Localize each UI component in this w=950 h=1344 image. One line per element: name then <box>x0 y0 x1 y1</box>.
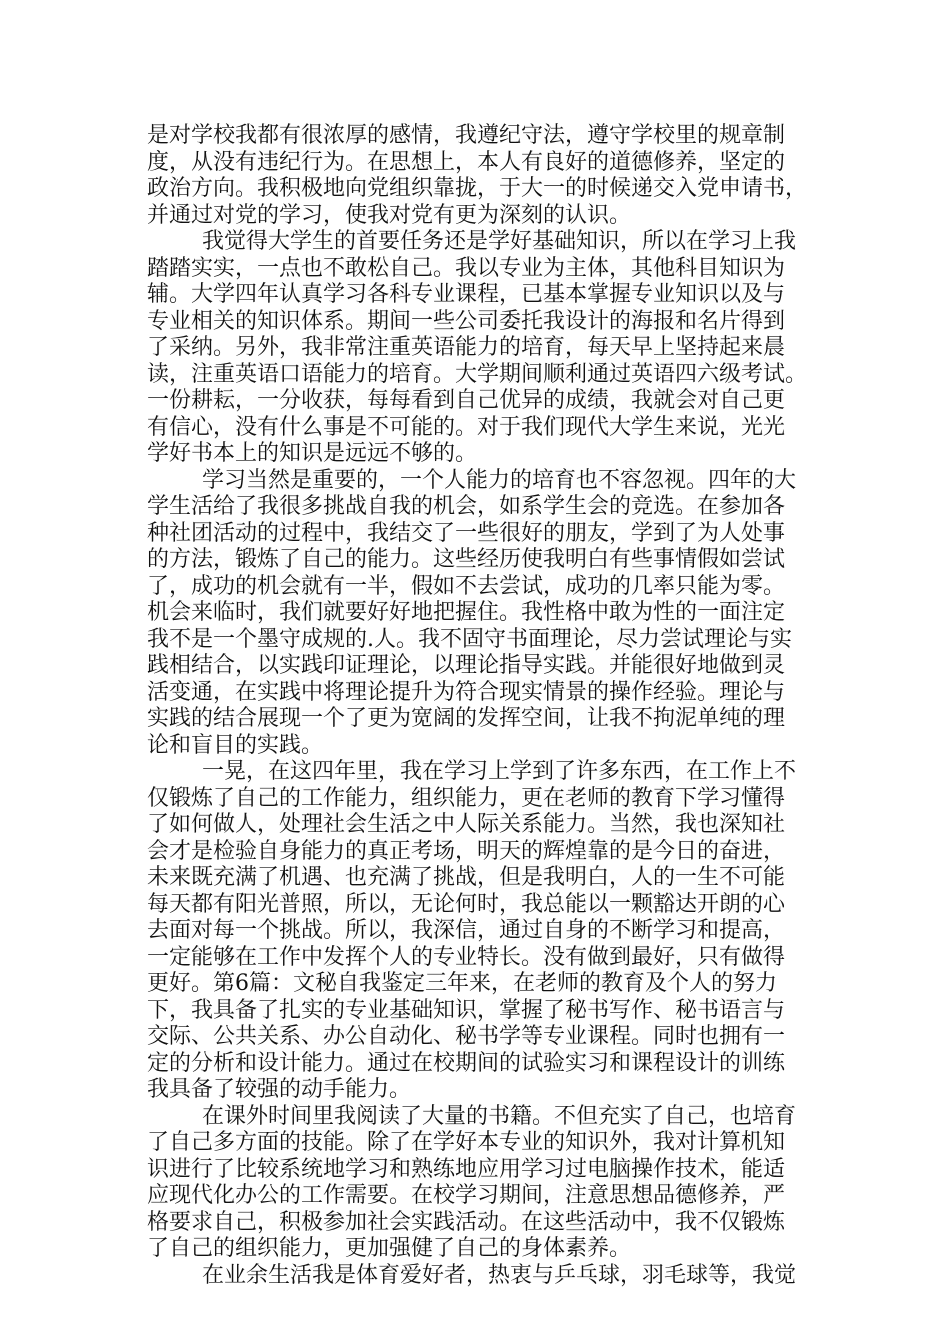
text-line: 我不是一个墨守成规的.人。我不固守书面理论，尽力尝试理论与实 <box>147 626 792 652</box>
text-line: 下，我具备了扎实的专业基础知识，掌握了秘书写作、秘书语言与 <box>147 997 786 1023</box>
text-line: 辅。大学四年认真学习各科专业课程，已基本掌握专业知识以及与 <box>147 282 786 307</box>
text-line: 的方法，锻炼了自己的能力。这些经历使我明白有些事情假如尝试 <box>147 547 786 572</box>
text-line: 一定能够在工作中发挥个人的专业特长。没有做到最好，只有做得 <box>147 944 786 970</box>
text-line: 种社团活动的过程中，我结交了一些很好的朋友，学到了为人处事 <box>147 520 786 546</box>
paragraph-start-line: 我觉得大学生的首要任务还是学好基础知识，所以在学习上我 <box>202 229 797 254</box>
text-line: 读，注重英语口语能力的培育。大学期间顺利通过英语四六级考试。 <box>147 361 808 387</box>
paragraph-start-line: 学习当然是重要的，一个人能力的培育也不容忽视。四年的大 <box>202 467 797 493</box>
text-line: 是对学校我都有很浓厚的感情，我遵纪守法，遵守学校里的规章制 <box>147 123 786 148</box>
text-line: 实践的结合展现一个了更为宽阔的发挥空间，让我不拘泥单纯的理 <box>147 706 786 731</box>
text-line: 了自己多方面的技能。除了在学好本专业的知识外，我对计算机知 <box>147 1130 786 1155</box>
text-line: 政治方向。我积极地向党组织靠拢，于大一的时候递交入党申请书， <box>147 176 808 201</box>
text-line: 应现代化办公的工作需要。在校学习期间，注意思想品德修养，严 <box>147 1183 786 1208</box>
paragraph-start-line: 在课外时间里我阅读了大量的书籍。不但充实了自己，也培育 <box>202 1103 797 1129</box>
text-line: 我具备了较强的动手能力。 <box>147 1077 412 1102</box>
text-line: 了自己的组织能力，更加强健了自己的身体素养。 <box>147 1236 632 1261</box>
text-line: 学好书本上的知识是远远不够的。 <box>147 441 478 466</box>
paragraph-start-line: 一晃，在这四年里，我在学习上学到了许多东西，在工作上不 <box>202 759 797 784</box>
text-line: 践相结合，以实践印证理论，以理论指导实践。并能很好地做到灵 <box>147 653 786 678</box>
text-line: 论和盲目的实践。 <box>147 732 324 758</box>
text-line: 活变通，在实践中将理论提升为符合现实情景的操作经验。理论与 <box>147 679 786 705</box>
text-line: 学生活给了我很多挑战自我的机会，如系学生会的竞选。在参加各 <box>147 494 786 519</box>
text-line: 踏踏实实，一点也不敢松自己。我以专业为主体，其他科目知识为 <box>147 255 786 281</box>
text-line: 了，成功的机会就有一半，假如不去尝试，成功的几率只能为零。 <box>147 573 786 599</box>
text-line: 有信心，没有什么事是不可能的。对于我们现代大学生来说，光光 <box>147 414 786 440</box>
text-line: 去面对每一个挑战。所以，我深信，通过自身的不断学习和提高， <box>147 918 786 943</box>
text-line: 仅锻炼了自己的工作能力，组织能力，更在老师的教育下学习懂得 <box>147 785 786 811</box>
text-line: 了如何做人，处理社会生活之中人际关系能力。当然，我也深知社 <box>147 812 786 837</box>
text-line: 更好。第6篇：文秘自我鉴定三年来，在老师的教育及个人的努力 <box>147 971 777 996</box>
text-line: 度，从没有违纪行为。在思想上，本人有良好的道德修养，坚定的 <box>147 149 786 175</box>
text-line: 未来既充满了机遇、也充满了挑战，但是我明白，人的一生不可能 <box>147 865 786 890</box>
text-line: 每天都有阳光普照，所以，无论何时，我总能以一颗豁达开朗的心 <box>147 891 786 917</box>
text-line: 了采纳。另外，我非常注重英语能力的培育，每天早上坚持起来晨 <box>147 335 786 360</box>
text-line: 一份耕耘，一分收获，每每看到自己优异的成绩，我就会对自己更 <box>147 388 786 413</box>
text-line: 专业相关的知识体系。期间一些公司委托我设计的海报和名片得到 <box>147 308 786 334</box>
text-line: 机会来临时，我们就要好好地把握住。我性格中敢为性的一面注定 <box>147 600 786 625</box>
text-line: 定的分析和设计能力。通过在校期间的试验实习和课程设计的训练 <box>147 1050 786 1076</box>
text-line: 识进行了比较系统地学习和熟练地应用学习过电脑操作技术，能适 <box>147 1156 786 1182</box>
paragraph-start-line: 在业余生活我是体育爱好者，热衷与乒乓球，羽毛球等，我觉 <box>202 1262 797 1288</box>
text-line: 并通过对党的学习，使我对党有更为深刻的认识。 <box>147 202 632 228</box>
text-line: 格要求自己，积极参加社会实践活动。在这些活动中，我不仅锻炼 <box>147 1209 786 1235</box>
text-line: 会才是检验自身能力的真正考场，明天的辉煌靠的是今日的奋进， <box>147 838 786 864</box>
document-body <box>147 123 807 1289</box>
text-line: 交际、公共关系、办公自动化、秘书学等专业课程。同时也拥有一 <box>147 1024 786 1049</box>
